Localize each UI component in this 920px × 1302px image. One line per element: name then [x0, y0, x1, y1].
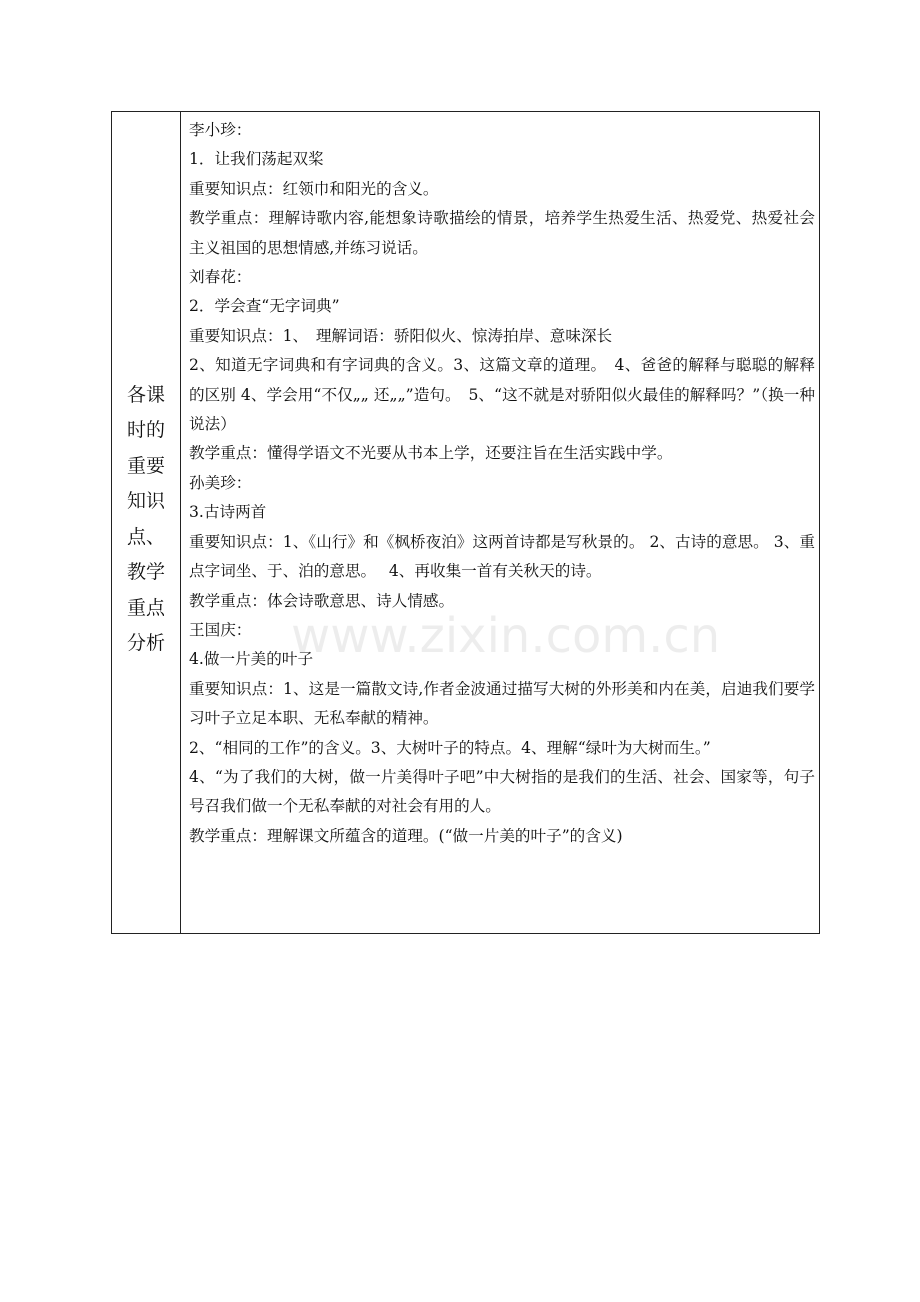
knowledge-points-continued: 2、知道无字词典和有字词典的含义。3、这篇文章的道理。 4、爸爸的解释与聪聪的解释的区别 4、学会用“不仅„„ 还„„”造句。 5、“这不就是对骄阳似火最佳的解释吗？”（换一种说法） [189, 356, 815, 434]
teacher-name: 王国庆： [189, 620, 252, 639]
knowledge-points: 重要知识点：1、《山行》和《枫桥夜泊》这两首诗都是写秋景的。 2、古诗的意思。 3、重点字词坐、于、泊的意思。 4、再收集一首有关秋天的诗。 [189, 532, 815, 581]
row-label-line: 教学 [126, 561, 165, 583]
row-label-cell [112, 112, 181, 933]
knowledge-points: 重要知识点：1、这是一篇散文诗,作者金波通过描写大树的外形美和内在美，启迪我们要学习叶子立足本职、无私奉献的精神。 [189, 679, 815, 728]
teacher-name: 孙美珍： [189, 473, 252, 492]
lesson-title: 3.古诗两首 [189, 503, 267, 522]
teacher-name: 李小珍： [189, 121, 252, 139]
teaching-focus: 教学重点：理解诗歌内容,能想象诗歌描绘的情景，培养学生热爱生活、热爱党、热爱社会主义祖国的思想情感,并练习说话。 [189, 209, 815, 257]
teaching-focus: 教学重点：体会诗歌意思、诗人情感。 [189, 591, 455, 610]
knowledge-points-continued: 4、“为了我们的大树，做一片美得叶子吧”中大树指的是我们的生活、社会、国家等，句子号召我们做一个无私奉献的对社会有用的人。 [189, 767, 815, 816]
row-label-line: 重要 [126, 454, 165, 477]
lesson-title: 4.做一片美的叶子 [189, 650, 314, 669]
row-label-line: 分析 [126, 632, 165, 654]
knowledge-points: 重要知识点：红领巾和阳光的含义。 [189, 179, 439, 198]
knowledge-points-continued: 2、“相同的工作”的含义。3、大树叶子的特点。4、理解“绿叶为大树而生。” [189, 738, 711, 757]
row-label [124, 378, 168, 668]
teacher-name: 刘春花： [189, 268, 252, 287]
content-cell [181, 112, 819, 933]
row-label-line: 各课 [126, 383, 165, 406]
row-label-line: 时的 [126, 419, 165, 441]
row-label-line: 重点 [126, 596, 165, 619]
lesson-title: 2．学会查“无字词典” [189, 297, 340, 316]
teaching-focus: 教学重点：理解课文所蕴含的道理。(“做一片美的叶子”的含义) [189, 826, 623, 845]
lesson-analysis-table [111, 111, 820, 934]
row-label-line: 知识 [126, 490, 165, 512]
teaching-focus: 教学重点：懂得学语文不光要从书本上学，还要注旨在生活实践中学。 [189, 444, 673, 463]
knowledge-points: 重要知识点：1、 理解词语：骄阳似火、惊涛拍岸、意味深长 [189, 326, 613, 345]
watermark: www.zixin.com.cn [291, 608, 721, 664]
lesson-title: 1．让我们荡起双桨 [189, 150, 324, 169]
row-label-line: 点、 [126, 525, 165, 548]
